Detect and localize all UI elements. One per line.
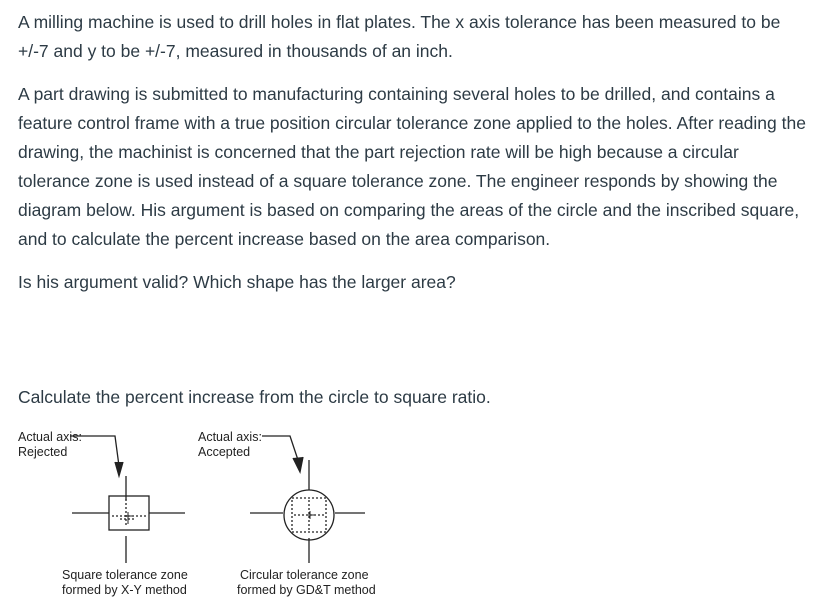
left-caption-line-1: Square tolerance zone	[62, 568, 188, 582]
right-caption-line-2: formed by GD&T method	[237, 583, 376, 597]
right-leader-line	[262, 436, 298, 460]
right-arrow-head	[293, 457, 303, 472]
left-label-line-1: Actual axis:	[18, 430, 82, 444]
circle-zone-drawing	[250, 436, 365, 563]
question-paragraph-1: A milling machine is used to drill holes in flat plates. The x axis tolerance has been measured to be +/-7 and y to be +/-7, measured in thousands of an inch.	[18, 12, 781, 61]
question-paragraph-3: Is his argument valid? Which shape has the larger area?	[18, 272, 456, 292]
question-paragraph-2: A part drawing is submitted to manufacturing containing several holes to be drilled, and contains a feature control frame with a true position circular tolerance zone applied to the holes. After reading the drawing, the machinist is concerned that the part rejection rate will be high because a circular tolerance zone is used instead of a square tolerance zone. The engineer responds by showing the diagram below. His argument is based on comparing the areas of the circle and the inscribed square, and to calculate the percent increase based on the area comparison.	[18, 84, 806, 249]
right-label-line-2: Accepted	[198, 445, 251, 459]
question-paragraph-4: Calculate the percent increase from the circle to square ratio.	[18, 387, 491, 407]
tolerance-zone-diagram	[0, 420, 420, 607]
right-label-line-1: Actual axis:	[198, 430, 262, 444]
question-body	[18, 8, 808, 297]
left-caption-line-2: formed by X-Y method	[62, 583, 187, 597]
square-zone-drawing	[70, 436, 185, 563]
square-tolerance-zone	[109, 496, 149, 530]
left-arrow-head	[115, 462, 123, 476]
tolerance-zone-svg	[0, 420, 420, 607]
right-caption-line-1: Circular tolerance zone	[240, 568, 369, 582]
left-label-line-2: Rejected	[18, 445, 68, 459]
